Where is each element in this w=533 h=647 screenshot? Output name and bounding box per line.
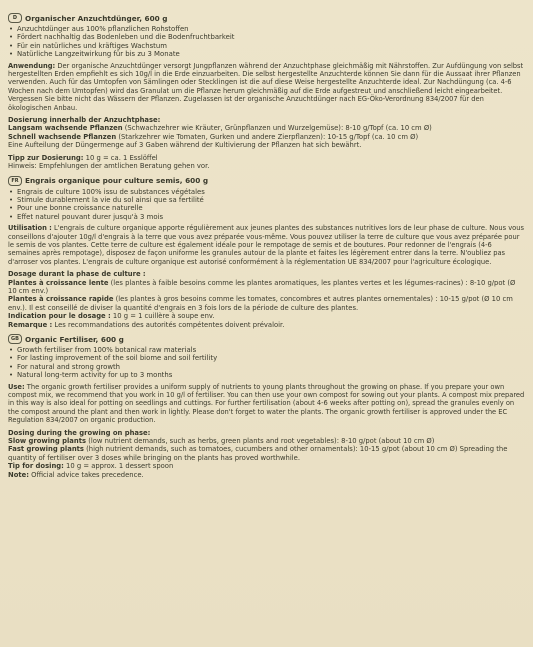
dosing-label: Dosage durant la phase de culture : [8, 270, 146, 279]
fast-label: Plantes à croissance rapide [8, 295, 114, 304]
list-item: • Für ein natürliches und kräftiges Wachstum [8, 42, 525, 50]
tip-text: 10 g = approx. 1 dessert spoon [63, 462, 174, 471]
list-item: • Pour une bonne croissance naturelle [8, 204, 525, 212]
fast-text: (high nutrient demands, such as tomatoes, cucumbers and other ornamentals): 10-15 g/pot (about 10 cm Ø) Spreading the quantity of fertiliser over 3 doses while bringing on the plants has proved worthwhile. [8, 445, 508, 462]
fast-text: (les plantes à gros besoins comme les tomates, concombres et autres plantes ornementales) : 10-15 g/pot (Ø 10 cm env.). Il est conseillé de diviser la quantité d'engrais en 3 fois lors de la période de culture des plantes. [8, 295, 513, 312]
tip-label: Tipp zur Dosierung: [8, 153, 84, 162]
dosing-block [8, 429, 525, 479]
tip-label: Indication pour le dosage : [8, 312, 111, 321]
slow-label: Slow growing plants [8, 437, 87, 446]
note-text: Empfehlungen der amtlichen Beratung gehen vor. [36, 162, 210, 171]
note-label: Hinweis: [8, 162, 37, 171]
list-item: • Natural long-term activity for up to 3 months [8, 371, 525, 379]
language-badge: GB [8, 334, 22, 344]
feature-list [8, 25, 525, 59]
usage-paragraph [8, 224, 525, 266]
list-item: • For lasting improvement of the soil biome and soil fertility [8, 354, 525, 362]
feature-list [8, 346, 525, 380]
note-label: Remarque : [8, 320, 53, 329]
fast-text: (Starkzehrer wie Tomaten, Gurken und andere Zierpflanzen): 10-15 g/Topf (ca. 10 cm Ø) [116, 132, 419, 141]
slow-text: (low nutrient demands, such as herbs, green plants and root vegetables): 8-10 g/pot (about 10 cm Ø) [86, 437, 435, 446]
slow-label: Plantes à croissance lente [8, 278, 109, 287]
language-badge: FR [8, 176, 22, 186]
dosing-block [8, 270, 525, 329]
usage-label: Use: [8, 382, 25, 391]
note-label: Note: [8, 470, 29, 479]
tip-label: Tip for dosing: [8, 462, 64, 471]
note-text: Official advice takes precedence. [28, 470, 144, 479]
dosing-label: Dosing during the growing on phase: [8, 428, 151, 437]
product-title: Organic Fertiliser, 600 g [25, 334, 124, 344]
note-text: Les recommandations des autorités compétentes doivent prévaloir. [52, 320, 285, 329]
product-title: Organischer Anzuchtdünger, 600 g [25, 13, 168, 23]
tip-text: 10 g = ca. 1 Esslöffel [83, 153, 158, 162]
section-french [8, 176, 525, 330]
list-item: • Stimule durablement la vie du sol ainsi que sa fertilité [8, 196, 525, 204]
list-item: • Effet naturel pouvant durer jusqu'à 3 mois [8, 213, 525, 221]
list-item: • Fördert nachhaltig das Bodenleben und die Bodenfruchtbarkeit [8, 33, 525, 41]
fast-label: Schnell wachsende Pflanzen [8, 132, 117, 141]
language-badge: D [8, 13, 22, 23]
section-header [8, 176, 525, 186]
list-item: • Engrais de culture 100% issu de substances végétales [8, 188, 525, 196]
section-german [8, 13, 525, 171]
product-title: Engrais organique pour culture semis, 600 g [25, 176, 209, 185]
usage-label: Utilisation : [8, 224, 52, 233]
slow-text: (Schwachzehrer wie Kräuter, Grünpflanzen und Wurzelgemüse): 8-10 g/Topf (ca. 10 cm Ø) [122, 124, 432, 133]
list-item: • Natürliche Langzeitwirkung für bis zu 3 Monate [8, 50, 525, 58]
split-text: Eine Aufteilung der Düngermenge auf 3 Gaben während der Kultivierung der Pflanzen hat sich bewährt. [8, 141, 362, 150]
usage-paragraph [8, 62, 525, 112]
dosing-label: Dosierung innerhalb der Anzuchtphase: [8, 116, 161, 125]
list-item: • Growth fertiliser from 100% botanical raw materials [8, 346, 525, 354]
usage-label: Anwendung: [8, 61, 56, 70]
slow-label: Langsam wachsende Pflanzen [8, 124, 123, 133]
section-header [8, 334, 525, 344]
usage-paragraph [8, 383, 525, 425]
list-item: • Anzuchtdünger aus 100% pflanzlichen Rohstoffen [8, 25, 525, 33]
usage-text: Der organische Anzuchtdünger versorgt Jungpflanzen während der Anzuchtphase gleichmäßig mit Nährstoffen. Zur Aufdüngung von selbst hergestellten Erden empfiehlt es sich 10g/l in die Erde einzuarbeiten. Die selbst hergestellte Anzuchterde können Sie dann für die Aussaat ihrer Pflanzen verwenden. Auch für das Umtopfen von Sämlingen oder Stecklingen ist die auf diese Weise hergestellte Anzuchterde ideal. Zur Nachdüngung (ca. 4-6 Wochen nach dem Umtopfen) wird das Granulat um die Pflanze herum gleichmäßig auf die Erde aufgestreut und anschließend leicht eingearbeitet. Vergessen Sie bitte nicht das Wässern der Pflanzen. Zugelassen ist der organische Anzuchtdünger nach EG-Öko-Verordnung 834/2007 für den ökologischen Anbau. [8, 61, 524, 112]
fast-label: Fast growing plants [8, 445, 84, 454]
slow-text: (les plantes à faible besoins comme les plantes aromatiques, les plantes vertes et les légumes-racines) : 8-10 g/pot (Ø 10 cm env.) [8, 278, 516, 295]
feature-list [8, 188, 525, 222]
tip-text: 10 g = 1 cuillère à soupe env. [110, 312, 215, 321]
usage-text: The organic growth fertiliser provides a uniform supply of nutrients to young plants throughout the growing on phase. If you prepare your own compost mix, we recommend that you work in 10 g/l of fertiliser. You can then use your own compost for sowing out your plants. A compost mix prepared in this way is also ideal for potting on seedlings and cuttings. For further fertilisation (about 4-6 weeks after potting on), spread the granules evenly on the compost around the plant and then work in lightly. Please don't forget to water the plants. The organic growth fertiliser is approved under the EC Regulation 834/2007 on organic production. [8, 382, 525, 425]
list-item: • For natural and strong growth [8, 363, 525, 371]
section-header [8, 13, 525, 23]
usage-text: L'engrais de culture organique apporte régulièrement aux jeunes plantes des substances nutritives lors de leur phase de culture. Nous vous conseillons d'ajouter 10g/l d'engrais à la terre que vous avez préparée vous-même. Vous pouvez utiliser la terre de culture que vous avez préparée pour le semis de vos plantes. Cette terre de culture est également idéale pour le rempotage de semis et de boutures. Pour redonner de l'engrais (4-6 semaines après rempotage), disposez de façon uniforme les granules autour de la plante et faites les légèrement entrer dans la terre. N'oubliez pas d'arroser vos plantes. L'engrais de culture organique est autorisé conformément à la réglementation UE 834/2007 pour l'agriculture écologique. [8, 224, 524, 266]
dosing-block [8, 116, 525, 150]
section-english [8, 334, 525, 479]
